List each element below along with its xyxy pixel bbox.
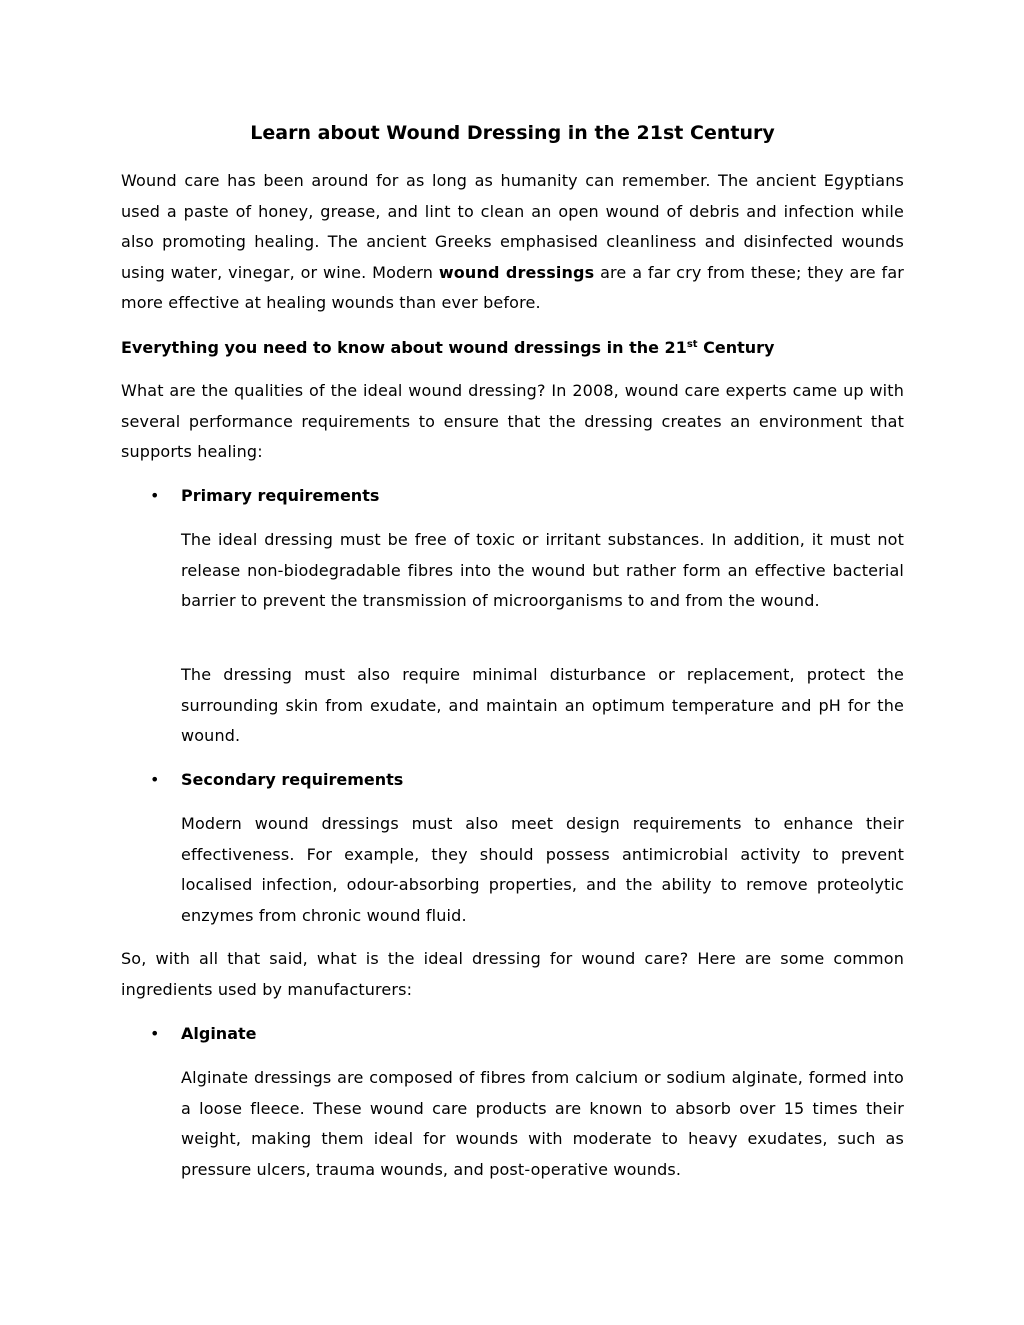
- intro-text-end: are a far cry from these; they are far more effective at healing wounds than ever before.: [121, 262, 905, 312]
- bullet-label: Secondary requirements: [181, 770, 404, 789]
- secondary-requirements-paragraph: Modern wound dressings must also meet design requirements to enhance their effectiveness. For example, they should possess antimicrobial activity to prevent localised infection, odour-absorbing properties, and the ability to remove proteolytic enzymes from chronic wound fluid.: [181, 814, 904, 925]
- section-heading-superscript: st: [686, 339, 698, 350]
- alginate-paragraph: Alginate dressings are composed of fibres from calcium or sodium alginate, formed into a loose fleece. These wound care products are known to absorb over 15 times their weight, making them ideal for wounds with moderate to heavy exudates, such as pressure ulcers, trauma wounds, and post-operative wounds.: [181, 1068, 904, 1179]
- document-page: [121, 0, 904, 1325]
- intro-paragraph: [121, 166, 904, 319]
- section-heading-text-end: Century: [697, 338, 775, 357]
- intro-text-start: Wound care has been around for as long as humanity can remember. The ancient Egyptians used a paste of honey, grease, and lint to clean an open wound of debris and infection while also promoting healing. The ancient Greeks emphasised cleanliness and disinfected wounds using water, vinegar, or wine. Modern: [121, 171, 904, 282]
- section-heading-text: Everything you need to know about wound dressings in the 21: [121, 338, 687, 357]
- bullet-primary-requirements: [121, 481, 904, 511]
- document-title: Learn about Wound Dressing in the 21st Century: [250, 122, 775, 144]
- intro-bold-term: wound dressings: [438, 262, 595, 282]
- primary-requirements-paragraph-2: The dressing must also require minimal disturbance or replacement, protect the surrounding skin from exudate, and maintain an optimum temperature and pH for the wound.: [181, 665, 904, 745]
- bullet-secondary-requirements: [121, 765, 904, 795]
- bullet-icon: •: [150, 770, 160, 789]
- bullet-icon: •: [150, 486, 160, 505]
- bullet-label: Primary requirements: [181, 486, 380, 505]
- bullet-icon: •: [150, 1024, 160, 1043]
- primary-requirements-paragraph-1: The ideal dressing must be free of toxic or irritant substances. In addition, it must not release non-biodegradable fibres into the wound but rather form an effective bacterial barrier to prevent the transmission of microorganisms to and from the wound.: [181, 530, 904, 610]
- section-heading: [121, 333, 904, 363]
- bullet-label: Alginate: [181, 1024, 257, 1043]
- ingredients-paragraph: So, with all that said, what is the ideal dressing for wound care? Here are some common ingredients used by manufacturers:: [121, 949, 904, 999]
- qualities-paragraph: What are the qualities of the ideal wound dressing? In 2008, wound care experts came up with several performance requirements to ensure that the dressing creates an environment that supports healing:: [121, 381, 904, 461]
- bullet-alginate: [121, 1019, 904, 1049]
